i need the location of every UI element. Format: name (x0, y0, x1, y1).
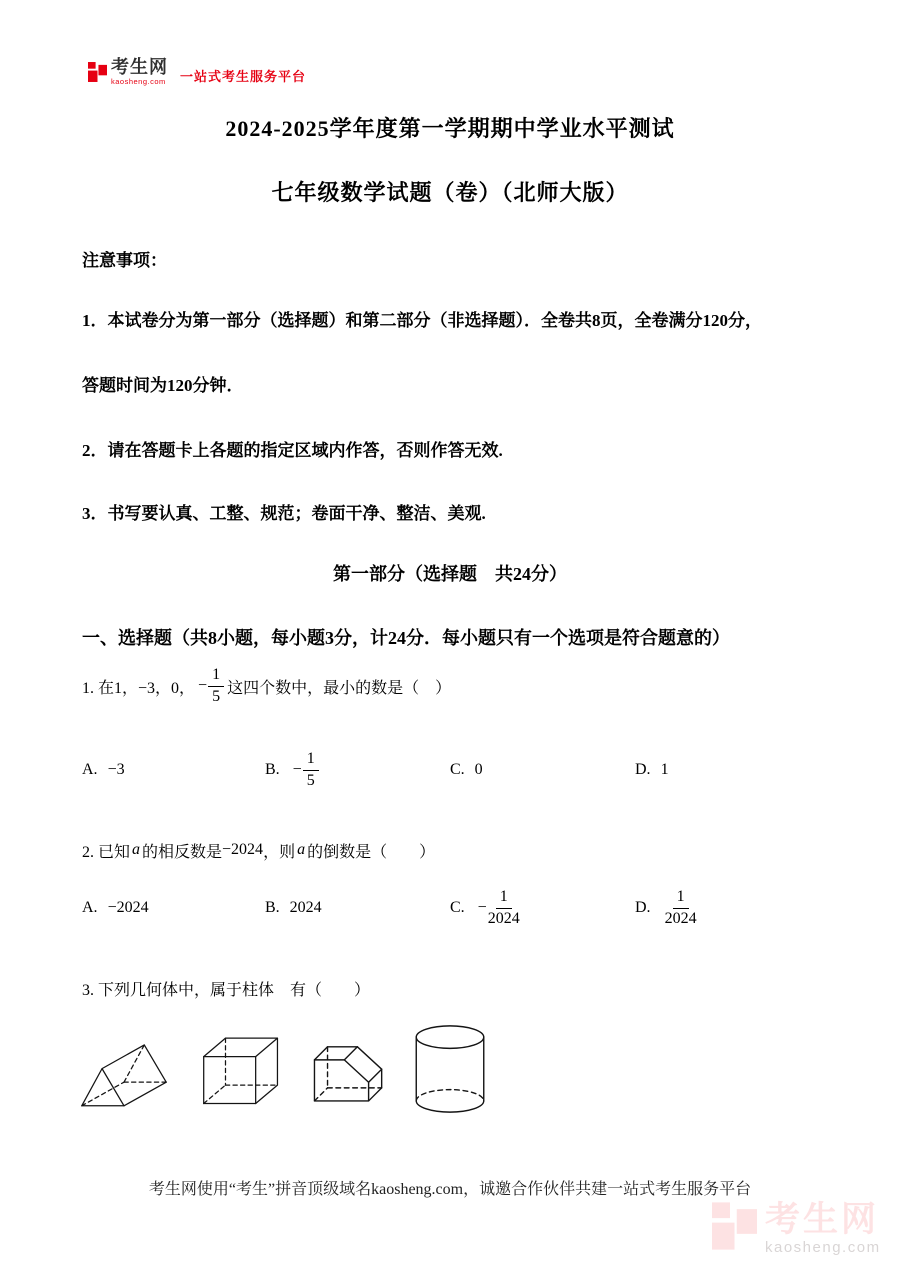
part1-header: 第一部分（选择题 共24分） (333, 564, 567, 584)
q1-stem-fraction: − $\frac{1}{5}$ (198, 667, 224, 706)
triangular-prism-figure (75, 1030, 173, 1114)
question-1-options (82, 738, 862, 802)
notice-item-3: 3．书写要认真、工整、规范；卷面干净、整洁、美观. (82, 504, 486, 523)
q1-stem-suffix: 这四个数中，最小的数是（ ） (227, 679, 452, 697)
logo-text (111, 58, 168, 86)
exam-subtitle: 七年级数学试题（卷）（北师大版） (271, 180, 629, 205)
exam-title: 2024-2025学年度第一学期期中学业水平测试 (225, 116, 675, 141)
logo-site-name: 考生网 (111, 57, 168, 77)
notice-item-1-line-2: 答题时间为120分钟． (82, 376, 244, 395)
kaosheng-logo (88, 58, 306, 86)
notice-item-1-line-1: 1．本试卷分为第一部分（选择题）和第二部分（非选择题）．全卷共8页，全卷满分120分， (82, 311, 762, 330)
question-1-stem (82, 658, 451, 714)
q2-value: −2024 (222, 841, 264, 858)
q1-option-b: B. − $\frac{1}{5}$ (265, 738, 322, 802)
kaosheng-logo-icon (88, 62, 107, 82)
fraction-numerator: 1 (303, 751, 319, 771)
fraction-denominator: 5 (306, 771, 315, 789)
q2-variable-a: a (297, 841, 306, 858)
q2-option-b-value: 2024 (289, 899, 322, 916)
q1-option-d: D. 1 (635, 761, 669, 778)
question-2-options (82, 876, 862, 940)
q2-option-c: C. − $\frac{1}{2024}$ (450, 887, 520, 927)
watermark-site-name: 考生网 (765, 1200, 880, 1239)
watermark-domain: kaosheng.com (765, 1239, 881, 1256)
q2-option-d: D. $\frac{1}{2024}$ (635, 887, 697, 927)
fraction-numerator: 1 (673, 889, 689, 909)
pentagonal-prism-figure (309, 1030, 389, 1114)
question-2-stem: 2. 已知 a 的相反数是 −2024 ，则 a 的倒数是（ ） (82, 841, 436, 861)
q1-option-a-value: −3 (107, 761, 125, 778)
q1-option-b-fraction: − $\frac{1}{5}$ (293, 751, 319, 790)
q2-option-c-fraction: − $\frac{1}{2024}$ (477, 887, 520, 927)
q1-option-c: C. 0 (450, 761, 483, 778)
cylinder-figure (413, 1024, 487, 1114)
q1-option-c-value: 0 (474, 761, 483, 778)
q2-option-d-fraction (664, 889, 697, 928)
logo-tagline: 一站式考生服务平台 (180, 69, 307, 85)
logo-domain: kaosheng.com (111, 77, 166, 86)
question-3-stem: 3. 下列几何体中，属于柱体 有（ ） (82, 981, 371, 999)
q1-stem-prefix: 1. 在1，−3，0， (82, 679, 196, 697)
notice-item-2: 2．请在答题卡上各题的指定区域内作答，否则作答无效. (82, 441, 503, 460)
footer-text: 考生网使用“考生”拼音顶级域名kaosheng.com，诚邀合作伙伴共建一站式考生服务平台 (148, 1181, 752, 1198)
fraction-numerator: 1 (496, 889, 512, 909)
fraction-denominator: 2024 (664, 909, 697, 927)
q1-option-d-value: 1 (660, 761, 669, 778)
q2-variable-a: a (132, 841, 141, 858)
kaosheng-watermark (712, 1202, 881, 1256)
q2-option-a: A. −2024 (82, 899, 149, 916)
kaosheng-watermark-icon (712, 1202, 757, 1250)
cube-figure (197, 1026, 285, 1114)
notice-heading: 注意事项： (82, 251, 167, 270)
q1-option-a: A. −3 (82, 761, 125, 778)
question-3-figures (75, 1016, 495, 1114)
q2-option-a-value: −2024 (107, 899, 149, 916)
watermark-text (765, 1202, 881, 1256)
q2-option-b: B. 2024 (265, 899, 322, 916)
fraction-numerator: 1 (208, 667, 224, 687)
fraction-denominator: 5 (212, 687, 221, 705)
fraction-denominator: 2024 (487, 909, 520, 927)
section1-title: 一、选择题（共8小题，每小题3分，计24分．每小题只有一个选项是符合题意的） (82, 628, 730, 648)
